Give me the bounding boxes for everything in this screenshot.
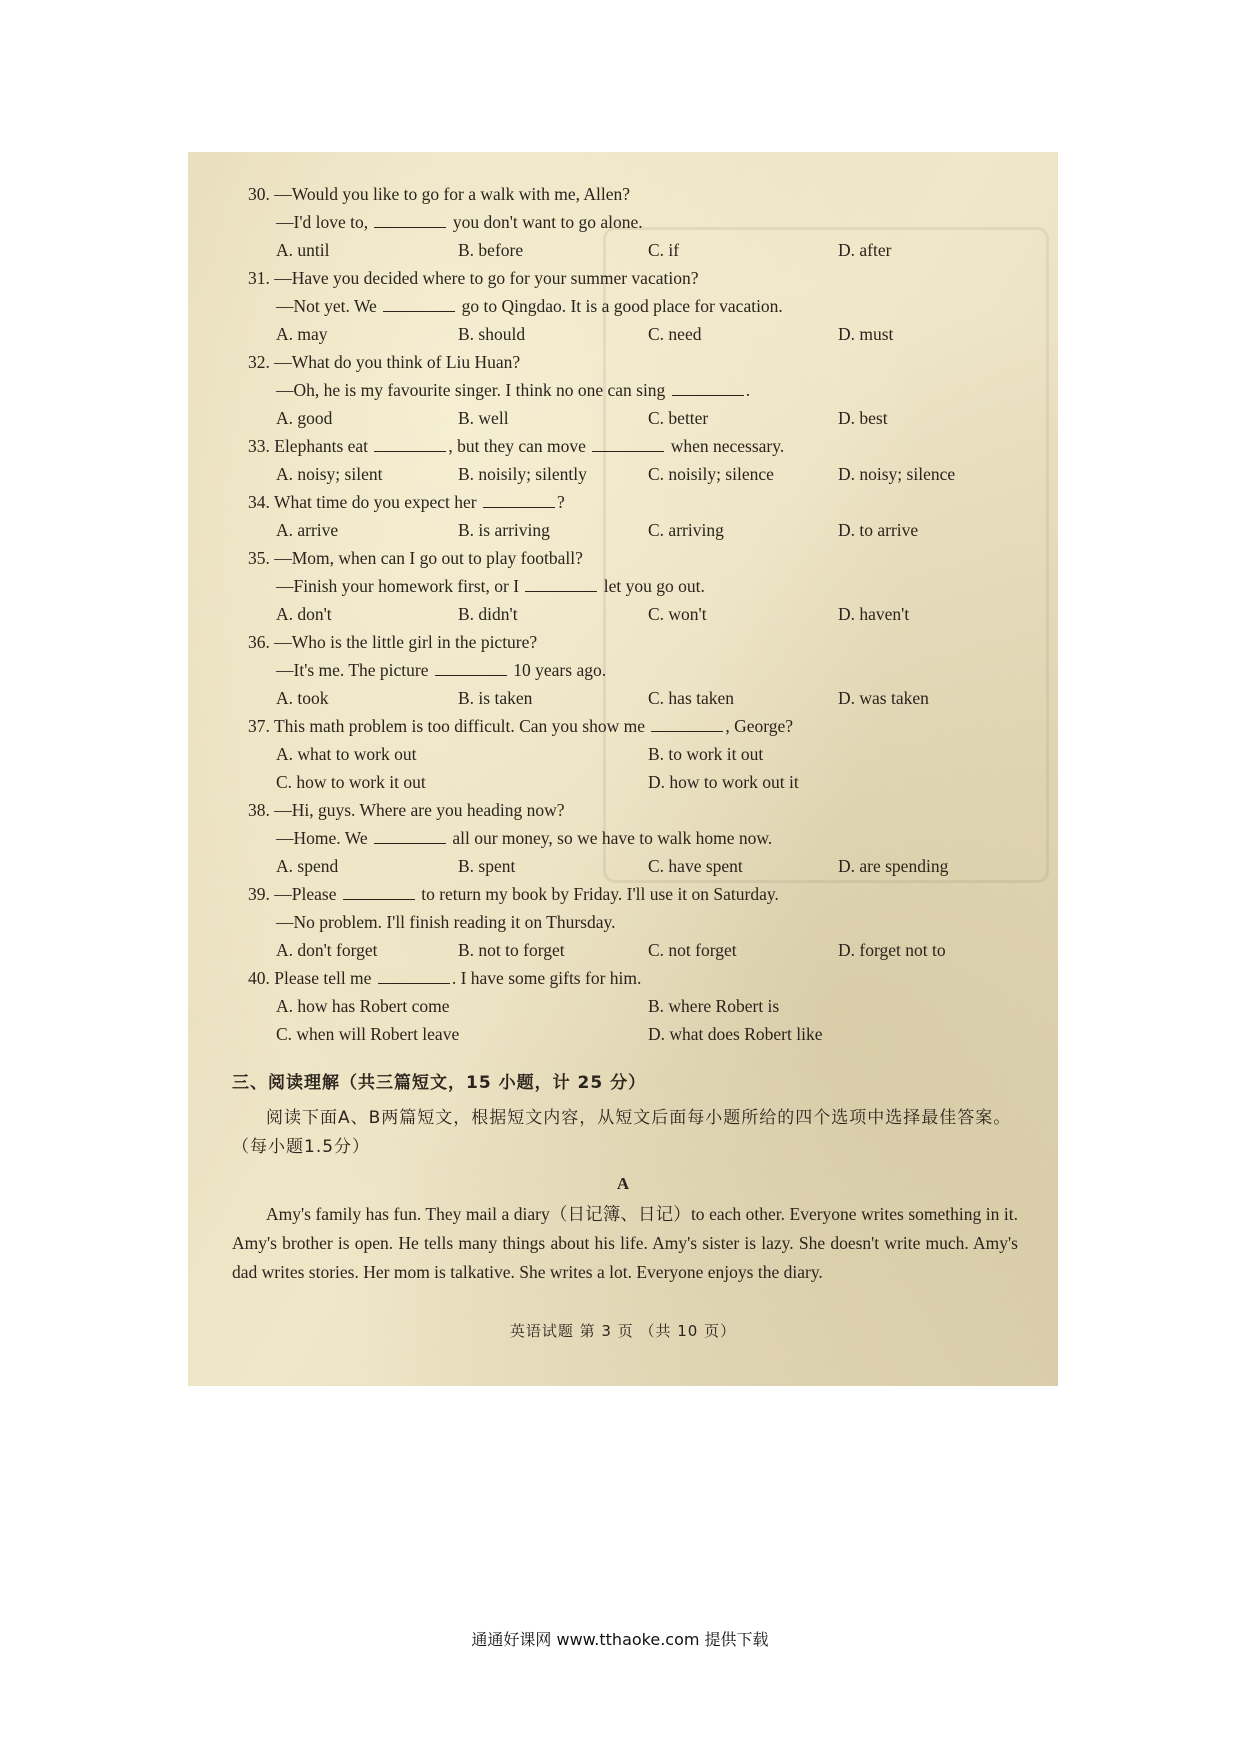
question-stem: —Would you like to go for a walk with me, Allen? xyxy=(274,184,631,204)
option-b: B. well xyxy=(458,408,509,428)
site-footer: 通通好课网 www.tthaoke.com 提供下载 xyxy=(471,1630,769,1649)
option-a: A. noisy; silent xyxy=(276,464,383,484)
question-30: 30. —Would you like to go for a walk with me, Allen? —I'd love to, you don't want to go alone. A. until B. before C. if D. after xyxy=(248,180,1038,264)
option-a: A. what to work out xyxy=(276,744,417,764)
passage-label: A xyxy=(616,1174,630,1193)
option-c: C. noisily; silence xyxy=(648,464,774,484)
question-number: 30. xyxy=(248,184,270,204)
answer-blank xyxy=(343,885,415,900)
option-c: C. need xyxy=(648,324,702,344)
option-d: D. to arrive xyxy=(838,520,919,540)
option-a: A. don't forget xyxy=(276,940,378,960)
option-a: A. spend xyxy=(276,856,339,876)
answer-blank xyxy=(378,969,450,984)
answer-blank xyxy=(672,381,744,396)
page-number-footer: 英语试题 第 3 页 （共 10 页） xyxy=(509,1322,737,1340)
option-d: D. noisy; silence xyxy=(838,464,956,484)
option-c: C. has taken xyxy=(648,688,735,708)
option-b: B. where Robert is xyxy=(648,996,780,1016)
option-d: D. must xyxy=(838,324,894,344)
option-c: C. better xyxy=(648,408,709,428)
option-c: C. arriving xyxy=(648,520,724,540)
option-b: B. is taken xyxy=(458,688,533,708)
option-d: D. are spending xyxy=(838,856,949,876)
option-b: B. is arriving xyxy=(458,520,550,540)
scanned-exam-page xyxy=(188,152,1058,1386)
option-a: A. how has Robert come xyxy=(276,996,450,1016)
option-b: B. to work it out xyxy=(648,744,764,764)
option-c: C. not forget xyxy=(648,940,737,960)
option-a: A. arrive xyxy=(276,520,339,540)
question-37: 37. This math problem is too difficult. Can you show me , George? A. what to work out B. to work it out C. how to work it out D. how to work out it xyxy=(248,712,1038,796)
option-d: D. was taken xyxy=(838,688,929,708)
option-a: A. good xyxy=(276,408,333,428)
question-31: 31. —Have you decided where to go for your summer vacation? —Not yet. We go to Qingdao. It is a good place for vacation. A. may B. should C. need D. must xyxy=(248,264,1038,348)
question-36: 36. —Who is the little girl in the picture? —It's me. The picture 10 years ago. A. took B. is taken C. has taken D. was taken xyxy=(248,628,1038,712)
option-d: D. best xyxy=(838,408,888,428)
answer-blank xyxy=(374,213,446,228)
option-c: C. won't xyxy=(648,604,707,624)
option-c: C. when will Robert leave xyxy=(276,1024,460,1044)
answer-blank xyxy=(483,493,555,508)
question-32: 32. —What do you think of Liu Huan? —Oh, he is my favourite singer. I think no one can sing . A. good B. well C. better D. best xyxy=(248,348,1038,432)
option-b: B. spent xyxy=(458,856,516,876)
question-39: 39. —Please to return my book by Friday. I'll use it on Saturday. —No problem. I'll finish reading it on Thursday. A. don't forget B. not to forget C. not forget D. forget not to xyxy=(248,880,1038,964)
answer-blank xyxy=(435,661,507,676)
answer-blank xyxy=(374,829,446,844)
option-d: D. what does Robert like xyxy=(648,1024,823,1044)
section-title: 三、阅读理解（共三篇短文，15 小题，计 25 分） xyxy=(232,1073,647,1093)
option-b: B. didn't xyxy=(458,604,518,624)
question-33: 33. Elephants eat , but they can move when necessary. A. noisy; silent B. noisily; silently C. noisily; silence D. noisy; silence xyxy=(248,432,1038,488)
option-a: A. took xyxy=(276,688,329,708)
answer-blank xyxy=(383,297,455,312)
option-b: B. noisily; silently xyxy=(458,464,587,484)
option-c: C. how to work it out xyxy=(276,772,426,792)
option-d: D. forget not to xyxy=(838,940,946,960)
answer-blank xyxy=(592,437,664,452)
option-b: B. not to forget xyxy=(458,940,565,960)
option-c: C. have spent xyxy=(648,856,743,876)
question-40: 40. Please tell me . I have some gifts for him. A. how has Robert come B. where Robert is C. when will Robert leave D. what does Robert like xyxy=(248,964,1038,1048)
question-35: 35. —Mom, when can I go out to play football? —Finish your homework first, or I let you go out. A. don't B. didn't C. won't D. haven't xyxy=(248,544,1038,628)
option-d: D. after xyxy=(838,240,892,260)
option-d: D. how to work out it xyxy=(648,772,799,792)
question-38: 38. —Hi, guys. Where are you heading now? —Home. We all our money, so we have to walk home now. A. spend B. spent C. have spent D. are spending xyxy=(248,796,1038,880)
section-instructions: 阅读下面A、B两篇短文，根据短文内容，从短文后面每小题所给的四个选项中选择最佳答案。（每小题1.5分） xyxy=(232,1108,1012,1157)
option-a: A. may xyxy=(276,324,328,344)
option-c: C. if xyxy=(648,240,680,260)
option-b: B. before xyxy=(458,240,524,260)
answer-blank xyxy=(525,577,597,592)
option-d: D. haven't xyxy=(838,604,910,624)
answer-blank xyxy=(374,437,446,452)
option-a: A. don't xyxy=(276,604,332,624)
option-b: B. should xyxy=(458,324,526,344)
answer-blank xyxy=(651,717,723,732)
option-a: A. until xyxy=(276,240,330,260)
passage-text: Amy's family has fun. They mail a diary（日记簿、日记）to each other. Everyone writes something in it. Amy's brother is open. He tells many things about his life. Amy's sister is lazy. She doesn't write much. Amy's dad writes stories. Her mom is talkative. She writes a lot. Everyone enjoys the diary. xyxy=(232,1204,1018,1282)
question-34: 34. What time do you expect her ? A. arrive B. is arriving C. arriving D. to arrive xyxy=(248,488,1038,544)
